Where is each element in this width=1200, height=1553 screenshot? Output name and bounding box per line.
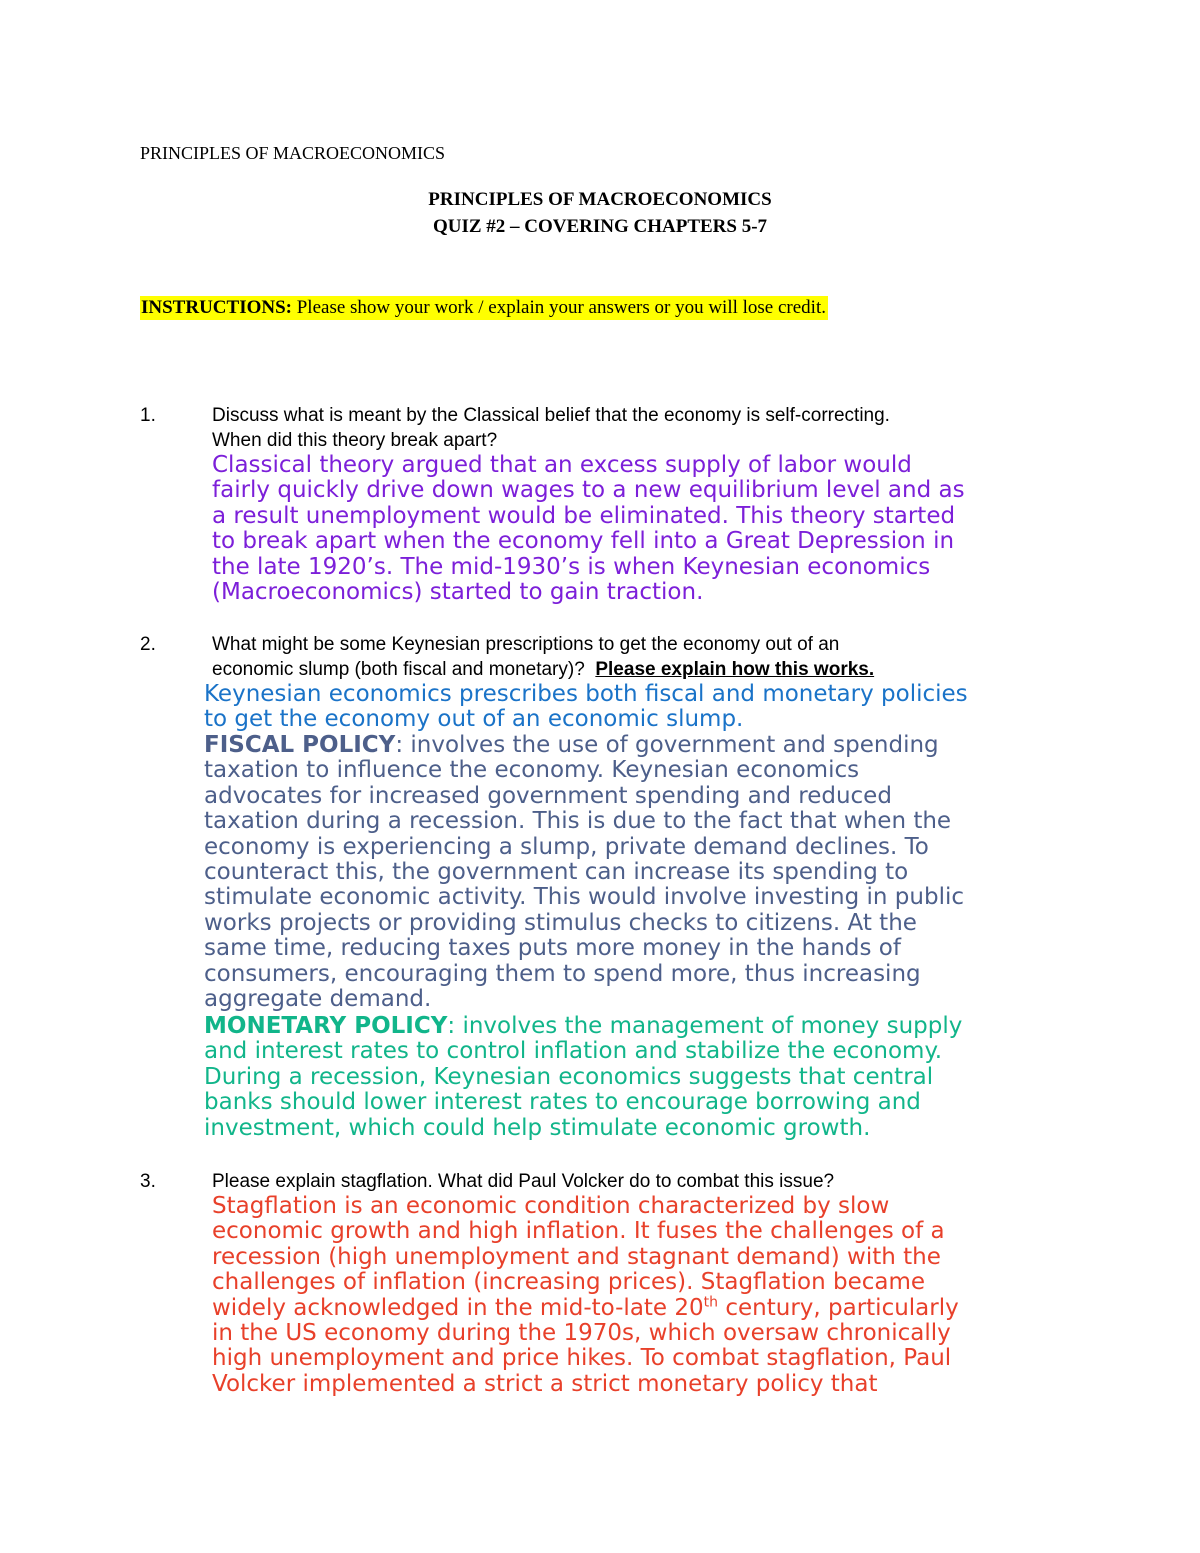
fiscal-line: consumers, encouraging them to spend more, thus increasing (204, 960, 921, 987)
question-3-line-1: Please explain stagflation. What did Paul Volcker do to combat this issue? (212, 1171, 835, 1192)
monetary-line-1 (204, 1014, 962, 1039)
instructions-label: INSTRUCTIONS: (141, 297, 292, 318)
fiscal-line: works projects or providing stimulus checks to citizens. At the (204, 909, 917, 936)
quiz-subtitle: QUIZ #2 – COVERING CHAPTERS 5-7 (432, 216, 768, 237)
answer-1-line: Classical theory argued that an excess supply of labor would (212, 452, 912, 478)
answer-1-line: a result unemployment would be eliminated. This theory started (212, 502, 956, 529)
fiscal-line: economy is experiencing a slump, private demand declines. To (204, 833, 929, 860)
answer-2-intro-line: Keynesian economics prescribes both fiscal and monetary policies (204, 681, 968, 707)
answer-3-line: Stagflation is an economic condition characterized by slow (212, 1193, 890, 1219)
fiscal-policy-label: FISCAL POLICY (204, 732, 396, 758)
fiscal-line: taxation to influence the economy. Keynesian economics (204, 757, 860, 784)
answer-3-line: Volcker implemented a strict a strict monetary policy that (212, 1370, 878, 1397)
answer-2-monetary (204, 1014, 962, 1141)
answer-2-fiscal (204, 733, 964, 1012)
question-2-line-2 (212, 659, 874, 681)
monetary-policy-label: MONETARY POLICY (204, 1013, 448, 1039)
fiscal-line: stimulate economic activity. This would involve investing in public (204, 884, 964, 911)
answer-3-line: high unemployment and price hikes. To combat stagflation, Paul (212, 1345, 952, 1372)
question-1-line-1: Discuss what is meant by the Classical belief that the economy is self-correcting. (212, 405, 890, 426)
instructions-text: Please show your work / explain your answers or you will lose credit. (291, 297, 826, 318)
fiscal-line-text: : involves the use of government and spending (395, 732, 939, 758)
answer-3-line: challenges of inflation (increasing prices). Stagflation became (212, 1269, 926, 1296)
question-2-number: 2. (140, 634, 156, 655)
question-2-emphasis: Please explain how this works. (595, 659, 875, 680)
instructions-highlight (140, 296, 828, 320)
fiscal-line: taxation during a recession. This is due to the fact that when the (204, 808, 952, 835)
superscript-th: th (703, 1293, 719, 1310)
monetary-line-text: : involves the management of money supply (447, 1013, 963, 1039)
monetary-line: banks should lower interest rates to encourage borrowing and (204, 1089, 921, 1116)
answer-1 (212, 453, 965, 605)
answer-3-line-5 (212, 1293, 959, 1321)
fiscal-line: counteract this, the government can increase its spending to (204, 859, 909, 886)
monetary-line: During a recession, Keynesian economics suggests that central (204, 1063, 934, 1090)
answer-3-line-5-tail: century, particularly (718, 1294, 959, 1321)
question-2-line-1: What might be some Keynesian prescriptions to get the economy out of an (212, 634, 840, 655)
monetary-line: and interest rates to control inflation and stabilize the economy. (204, 1038, 943, 1065)
document-title: PRINCIPLES OF MACROECONOMICS (428, 189, 772, 210)
monetary-line: investment, which could help stimulate economic growth. (204, 1114, 871, 1141)
fiscal-line: same time, reducing taxes puts more money in the hands of (204, 935, 901, 962)
course-header: PRINCIPLES OF MACROECONOMICS (140, 143, 446, 163)
question-3-number: 3. (140, 1171, 156, 1192)
question-1-number: 1. (140, 405, 156, 426)
fiscal-line-1 (204, 733, 964, 758)
answer-3-line-5-text: widely acknowledged in the mid-to-late 20 (212, 1294, 704, 1321)
answer-2-intro (204, 682, 968, 733)
answer-3-line: in the US economy during the 1970s, which oversaw chronically (212, 1320, 951, 1347)
answer-1-line: to break apart when the economy fell into a Great Depression in (212, 528, 955, 555)
answer-1-line: the late 1920’s. The mid-1930’s is when Keynesian economics (212, 553, 931, 580)
question-2-line-2-text: economic slump (both fiscal and monetary)? (212, 659, 585, 680)
fiscal-line: advocates for increased government spending and reduced (204, 782, 892, 809)
answer-3-line: recession (high unemployment and stagnant demand) with the (212, 1243, 941, 1270)
answer-1-line: fairly quickly drive down wages to a new equilibrium level and as (212, 477, 965, 504)
answer-1-line: (Macroeconomics) started to gain traction. (212, 579, 704, 606)
answer-3 (212, 1194, 959, 1397)
question-1-line-2: When did this theory break apart? (212, 430, 498, 451)
fiscal-line: aggregate demand. (204, 986, 432, 1013)
answer-2-intro-line: to get the economy out of an economic slump. (204, 706, 744, 733)
answer-3-line: economic growth and high inflation. It fuses the challenges of a (212, 1218, 945, 1245)
